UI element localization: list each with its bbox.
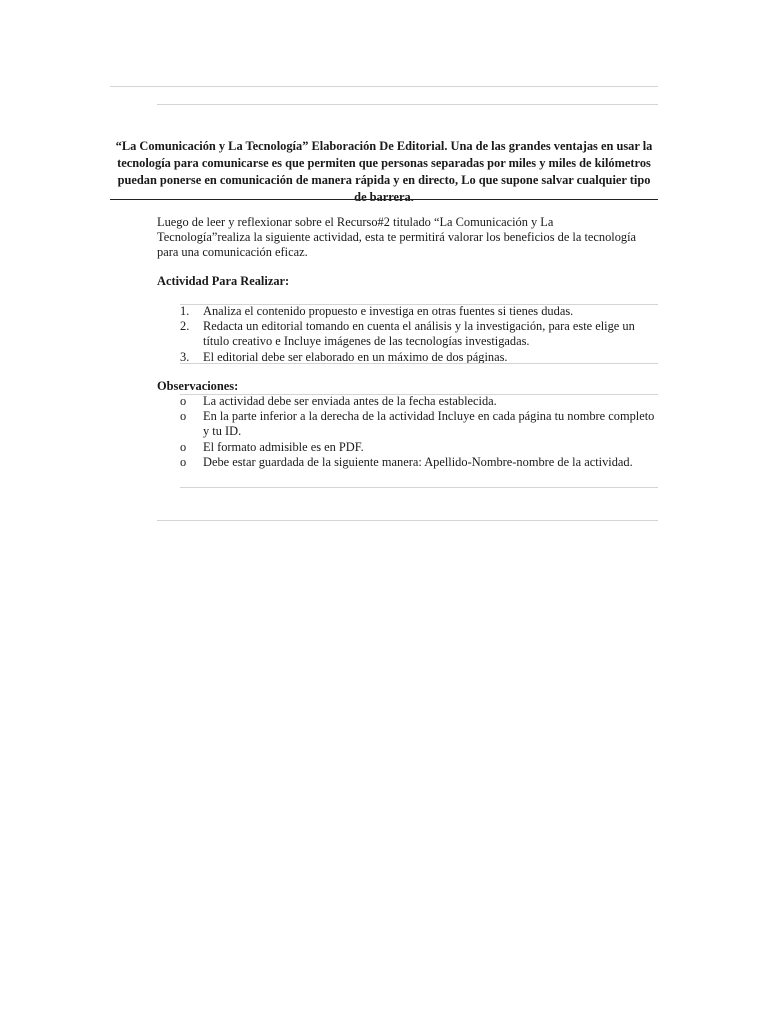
list-item [157,319,658,349]
list-item [157,455,658,470]
list-item-text: Analiza el contenido propuesto e investiga en otras fuentes si tienes dudas. [203,304,574,318]
list-number: 1. [180,304,190,318]
observations-heading: Observaciones: [157,379,239,393]
list-number: 2. [180,319,190,334]
list-item-text: En la parte inferior a la derecha de la actividad Incluye en cada página tu nombre completo y tu ID. [203,409,655,439]
list-item [157,394,658,409]
intro-paragraph: Luego de leer y reflexionar sobre el Recurso#2 titulado “La Comunicación y La Tecnología”realiza la siguiente actividad, esta te permitirá valorar los beneficios de la tecnología para una comunicación eficaz. [157,215,637,260]
list-item [157,304,658,319]
list-item-text: Debe estar guardada de la siguiente manera: Apellido-Nombre-nombre de la actividad. [203,454,633,469]
list-item-text: La actividad debe ser enviada antes de la fecha establecida. [203,394,497,408]
list-item-text: Redacta un editorial tomando en cuenta el análisis y la investigación, para este elige un título creativo e Incluye imágenes de las tecnologías investigadas. [203,319,635,349]
activity-list-bottom-rule [180,363,658,364]
header-divider [157,104,658,105]
activity-heading: Actividad Para Realizar: [157,274,290,288]
observations-list [157,394,658,470]
bullet-marker: o [180,454,187,469]
list-number: 3. [180,349,190,364]
bottom-divider [157,520,658,521]
list-item-text: El editorial debe ser elaborado en un máximo de dos páginas. [203,349,508,364]
bullet-marker: o [180,394,187,408]
document-title: “La Comunicación y La Tecnología” Elaboración De Editorial. Una de las grandes ventajas en usar la tecnología para comunicarse es que permiten que personas separadas por miles y miles de kilómetros puedan ponerse en comunicación de manera rápida y en directo, Lo que supone salvar cualquier tipo de barrera. [115,139,653,204]
list-item [157,440,658,455]
top-divider [110,86,658,87]
title-underline [110,199,658,200]
list-item-text: El formato admisible es en PDF. [203,439,364,454]
bullet-marker: o [180,439,187,454]
bullet-marker: o [180,409,187,424]
list-item [157,409,658,439]
activity-list [157,304,658,365]
observations-list-bottom-rule [180,487,658,488]
